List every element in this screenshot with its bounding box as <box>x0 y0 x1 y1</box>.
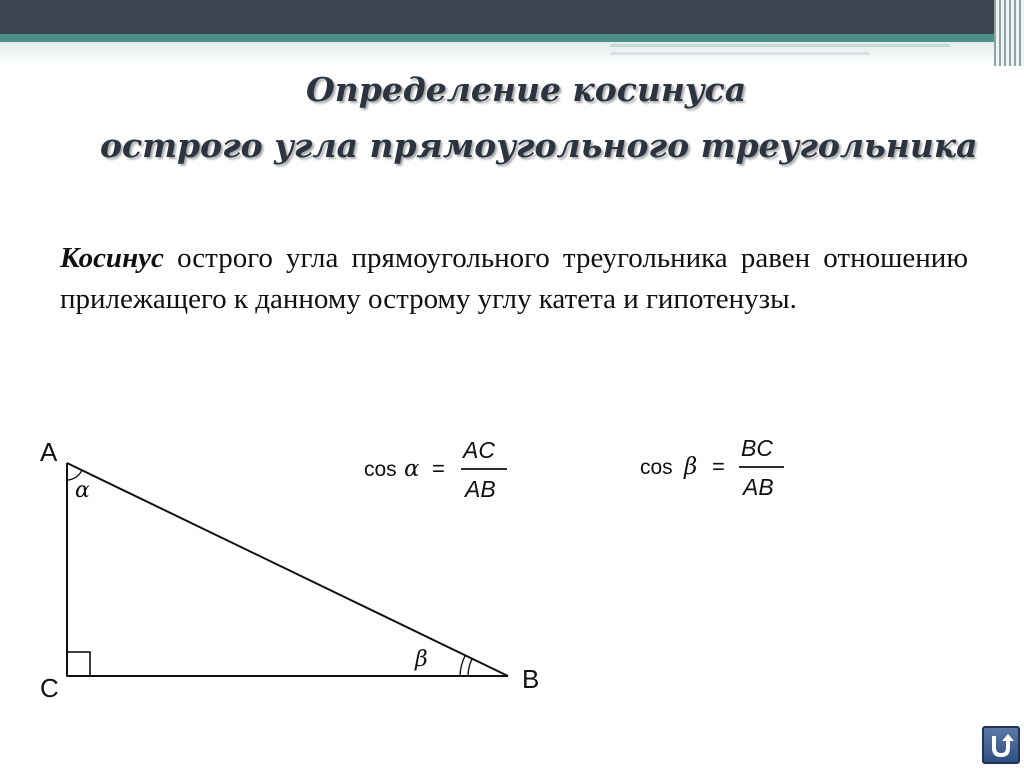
formula-fn: cos <box>640 456 673 479</box>
definition-term: Косинус <box>60 242 164 274</box>
formula-equals: = <box>432 456 445 481</box>
formula-equals: = <box>712 454 725 479</box>
formula-cos-beta <box>640 435 784 500</box>
formula-angle: α <box>404 456 420 482</box>
angle-b-arc <box>468 659 472 676</box>
hypotenuse-ab <box>67 463 508 676</box>
vertex-a-label: A <box>40 437 58 467</box>
angle-b-arc <box>460 656 465 676</box>
title-line-2: острого угла прямоугольного треугольника <box>100 126 978 165</box>
formula-denominator: AB <box>743 474 774 500</box>
formula-numerator: AC <box>463 437 495 463</box>
definition-text: острого угла прямоугольного треугольника равен отношению прилежащего к данному острому углу катета и гипотенузы. <box>60 242 968 315</box>
formula-fn: cos <box>364 458 397 481</box>
angle-alpha-label: α <box>75 478 90 503</box>
return-button[interactable] <box>982 726 1020 764</box>
vertex-b-label: B <box>522 664 540 694</box>
formula-cos-alpha <box>364 437 507 502</box>
formula-angle: β <box>684 454 698 480</box>
u-turn-arrow-icon <box>984 728 1018 762</box>
formula-numerator: BC <box>741 435 773 461</box>
formula-denominator: AB <box>465 476 496 502</box>
title-line-1: Определение косинуса <box>306 70 747 109</box>
vertex-c-label: C <box>40 673 59 703</box>
right-angle-marker <box>67 652 90 676</box>
angle-beta-label: β <box>415 647 428 672</box>
